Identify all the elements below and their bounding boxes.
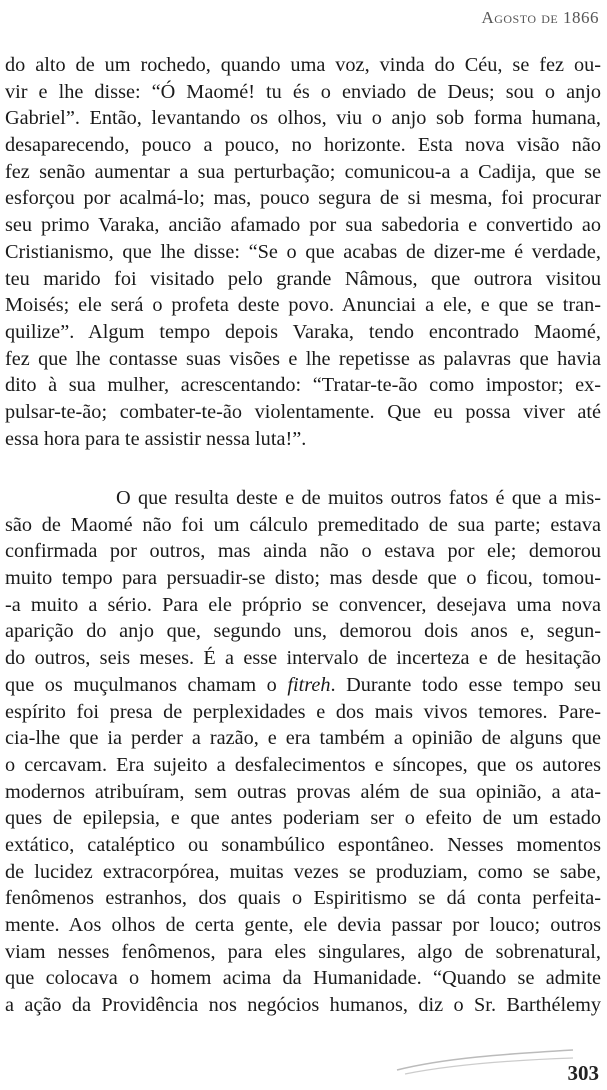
text-line: -a muito a sério. Para ele próprio se convencer, desejava uma nova <box>5 593 601 616</box>
text-line: desaparecendo, pouco a pouco, no horizonte. Esta nova visão não <box>5 134 601 157</box>
text-line: do alto de um rochedo, quando uma voz, vinda do Céu, se fez ou- <box>5 54 601 76</box>
text-line: seu primo Varaka, ancião afamado por sua sabedoria e convertido ao <box>5 214 601 237</box>
text-line: essa hora para te assistir nessa luta!”. <box>5 427 307 450</box>
text-line: extático, cataléptico ou sonambúlico espontâneo. Nesses momentos <box>5 833 601 856</box>
text-line-with-italic <box>5 672 601 699</box>
text-line: aparição do anjo que, segundo uns, demorou dois anos e, segun- <box>5 620 601 643</box>
text-line: fez senão aumentar a sua perturbação; comunicou-a a Cadija, que se <box>5 160 601 183</box>
text-line: vir e lhe disse: “Ó Maomé! tu és o enviado de Deus; sou o anjo <box>5 80 601 103</box>
paragraph-1 <box>5 52 601 452</box>
text-line: de lucidez extracorpórea, muitas vezes se produziam, como se sabe, <box>5 860 601 883</box>
page-number: 303 <box>567 1061 599 1085</box>
text-line: que colocava o homem acima da Humanidade. “Quando se admite <box>5 967 601 990</box>
text-line: cia-lhe que ia perder a razão, e era também a opinião de alguns que <box>5 727 601 750</box>
text-line: quilize”. Algum tempo depois Varaka, tendo encontrado Maomé, <box>5 320 601 343</box>
text-line: o cercavam. Era sujeito a desfalecimentos e síncopes, que os autores <box>5 753 601 776</box>
text-line: Gabriel”. Então, levantando os olhos, viu o anjo sob forma humana, <box>5 107 601 130</box>
text-line: esforçou por acalmá-lo; mas, pouco segura de si mesma, foi procurar <box>5 187 601 210</box>
text-line: Moisés; ele será o profeta deste povo. Anunciai a ele, e que se tran- <box>5 294 601 317</box>
text-line: ques de epilepsia, e que antes poderiam ser o efeito de um estado <box>5 807 601 830</box>
running-header: Agosto de 1866 <box>481 8 599 27</box>
text-line: do outros, seis meses. É a esse intervalo de incerteza e de hesitação <box>5 647 601 670</box>
italic-term-fitreh: fitreh <box>287 673 331 696</box>
text-line: Cristianismo, que lhe disse: “Se o que acabas de dizer-me é verdade, <box>5 240 601 263</box>
text-line: fez que lhe contasse suas visões e lhe repetisse as palavras que havia <box>5 347 601 370</box>
text-line: são de Maomé não foi um cálculo premeditado de sua parte; estava <box>5 513 601 536</box>
footer-swoosh-ornament <box>395 1040 575 1080</box>
text-line: dito à sua mulher, acrescentando: “Tratar-te-ão como impostor; ex- <box>5 374 601 397</box>
text-line: a ação da Providência nos negócios humanos, diz o Sr. Barthélemy <box>5 994 601 1017</box>
paragraph-2 <box>5 485 601 1019</box>
text-line: muito tempo para persuadir-se disto; mas desde que o ficou, tomou- <box>5 567 601 590</box>
text-line: fenômenos estranhos, dos quais o Espiritismo se dá conta perfeita- <box>5 887 601 910</box>
text-line: confirmada por outros, mas ainda não o estava por ele; demorou <box>5 540 601 563</box>
text-line: pulsar-te-ão; combater-te-ão violentamente. Que eu possa viver até <box>5 400 601 423</box>
text-line: O que resulta deste e de muitos outros fatos é que a mis- <box>116 487 601 509</box>
text-fragment: . Durante todo esse tempo seu <box>330 673 601 696</box>
text-line: viam nesses fenômenos, para eles singulares, algo de sobrenatural, <box>5 940 601 963</box>
text-line: teu marido foi visitado pelo grande Nâmous, que outrora visitou <box>5 267 601 290</box>
text-line: espírito foi presa de perplexidades e dos mais vivos temores. Pare- <box>5 700 601 723</box>
text-fragment: que os muçulmanos chamam o <box>5 673 288 696</box>
text-line: mente. Aos olhos de certa gente, ele devia passar por louco; outros <box>5 914 601 936</box>
text-line: modernos atribuíram, sem outras provas além de sua opinião, a ata- <box>5 780 601 803</box>
